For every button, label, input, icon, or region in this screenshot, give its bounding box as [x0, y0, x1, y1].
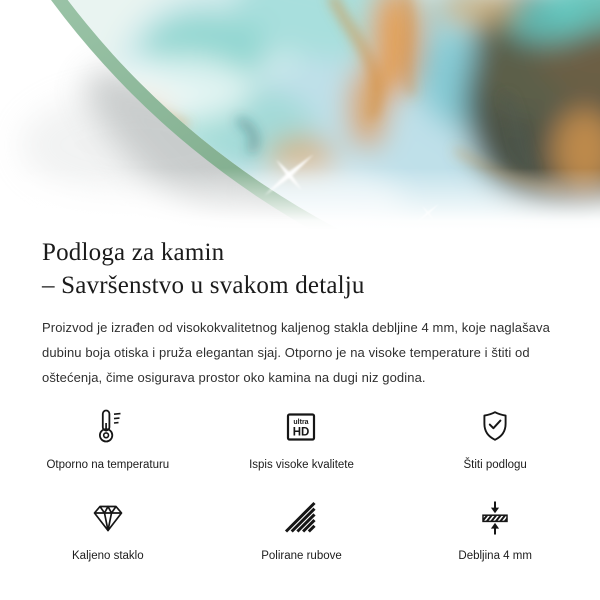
product-description: Proizvod je izrađen od visokokvalitetnog kaljenog stakla debljine 4 mm, koje naglašava dubinu boja otiska i pruža elegantan sjaj. Otporno je na visoke temperature i štiti od oštećenja, čime osigurava prostor oko kamina na dugi niz godina. — [42, 320, 550, 385]
shield-check-icon — [475, 407, 515, 447]
feature-thickness — [398, 498, 592, 563]
glass-panel-illustration — [0, 0, 600, 230]
feature-print-quality — [205, 407, 399, 472]
thickness-icon — [475, 498, 515, 538]
feature-label: Štiti podlogu — [463, 459, 527, 471]
ultra-hd-icon — [281, 407, 321, 447]
image-bottom-fade — [0, 168, 600, 230]
feature-label: Ispis visoke kvalitete — [249, 459, 354, 471]
title-line-1: Podloga za kamin — [42, 239, 225, 266]
feature-label: Otporno na temperaturu — [46, 459, 170, 471]
product-image-hero — [0, 0, 600, 230]
feature-label: Debljina 4 mm — [458, 550, 532, 562]
feature-temperature — [11, 407, 205, 472]
feature-tempered-glass — [11, 498, 205, 563]
diamond-icon — [88, 498, 128, 538]
hd-text: HD — [293, 426, 310, 439]
feature-grid — [0, 407, 600, 563]
feature-label: Polirane rubove — [261, 550, 342, 562]
title-line-2: – Savršenstvo u svakom detalju — [42, 272, 365, 299]
page-title — [42, 236, 558, 302]
ultra-text: ultra — [293, 418, 310, 426]
feature-label: Kaljeno staklo — [72, 550, 144, 562]
thermometer-icon — [88, 407, 128, 447]
feature-protects-floor — [398, 407, 592, 472]
product-info-section — [0, 236, 600, 390]
feature-polished-edges — [205, 498, 399, 563]
polished-edges-icon — [281, 498, 321, 538]
